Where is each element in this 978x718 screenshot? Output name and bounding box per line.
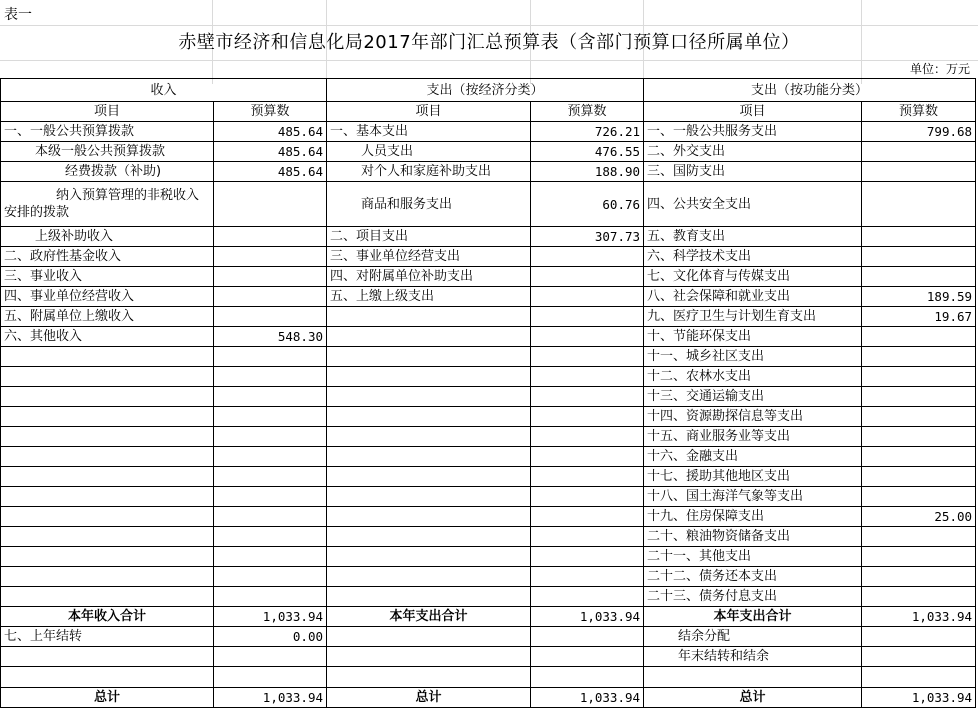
table-row <box>1 487 976 507</box>
table-row <box>1 447 976 467</box>
func-value <box>862 467 976 487</box>
gridline <box>0 60 978 61</box>
econ-grand-value: 1,033.94 <box>531 688 644 708</box>
func-item: 十四、资源勘探信息等支出 <box>644 407 862 427</box>
table-row <box>1 567 976 587</box>
func-grand-value: 1,033.94 <box>862 688 976 708</box>
func-total-value: 1,033.94 <box>862 607 976 627</box>
func-value: 25.00 <box>862 507 976 527</box>
func-value <box>862 227 976 247</box>
col-item: 项目 <box>327 102 531 122</box>
table-row <box>1 627 976 647</box>
func-item: 十九、住房保障支出 <box>644 507 862 527</box>
func-value <box>862 527 976 547</box>
func-value <box>862 447 976 467</box>
func-grand-label: 总计 <box>644 688 862 708</box>
table-row <box>1 367 976 387</box>
income-item-text: 纳入预算管理的非税收入安排的拨款 <box>4 188 200 220</box>
func-item: 六、科学技术支出 <box>644 247 862 267</box>
income-item: 上级补助收入 <box>1 227 214 247</box>
func-value <box>862 162 976 182</box>
table-row <box>1 467 976 487</box>
totals-row <box>1 607 976 627</box>
func-value <box>862 367 976 387</box>
table-row <box>1 547 976 567</box>
func-item: 二、外交支出 <box>644 142 862 162</box>
column-header-row <box>1 102 976 122</box>
func-item: 二十、粮油物资储备支出 <box>644 527 862 547</box>
income-item: 五、附属单位上缴收入 <box>1 307 214 327</box>
econ-item: 二、项目支出 <box>327 227 531 247</box>
econ-value <box>531 287 644 307</box>
func-item: 十三、交通运输支出 <box>644 387 862 407</box>
income-value: 485.64 <box>214 122 327 142</box>
table-row <box>1 387 976 407</box>
sheet-label: 表一 <box>4 7 32 23</box>
func-item: 十、节能环保支出 <box>644 327 862 347</box>
income-item <box>1 182 214 227</box>
econ-value: 726.21 <box>531 122 644 142</box>
econ-item: 商品和服务支出 <box>327 182 531 227</box>
econ-grand-label: 总计 <box>327 688 531 708</box>
income-grand-label: 总计 <box>1 688 214 708</box>
econ-item: 对个人和家庭补助支出 <box>327 162 531 182</box>
carry-value: 0.00 <box>214 627 327 647</box>
gridline <box>0 25 978 26</box>
func-value <box>862 427 976 447</box>
table-row <box>1 647 976 667</box>
econ-item: 三、事业单位经营支出 <box>327 247 531 267</box>
income-item: 三、事业收入 <box>1 267 214 287</box>
col-amount: 预算数 <box>214 102 327 122</box>
func-item: 一、一般公共服务支出 <box>644 122 862 142</box>
func-value <box>862 182 976 227</box>
econ-item <box>327 327 531 347</box>
unit-label: 单位：万元 <box>909 62 970 76</box>
table-row <box>1 587 976 607</box>
income-item: 经费拨款（补助) <box>1 162 214 182</box>
income-value <box>214 182 327 227</box>
table-row <box>1 162 976 182</box>
func-item: 年末结转和结余 <box>644 647 862 667</box>
func-item: 十七、援助其他地区支出 <box>644 467 862 487</box>
func-item: 十五、商业服务业等支出 <box>644 427 862 447</box>
func-item: 四、公共安全支出 <box>644 182 862 227</box>
func-value: 19.67 <box>862 307 976 327</box>
table-row <box>1 347 976 367</box>
func-value: 799.68 <box>862 122 976 142</box>
table-row <box>1 327 976 347</box>
econ-value <box>531 307 644 327</box>
func-value <box>862 407 976 427</box>
income-item: 一、一般公共预算拨款 <box>1 122 214 142</box>
econ-item: 五、上缴上级支出 <box>327 287 531 307</box>
econ-total-value: 1,033.94 <box>531 607 644 627</box>
func-item: 十一、城乡社区支出 <box>644 347 862 367</box>
income-item: 六、其他收入 <box>1 327 214 347</box>
table-row <box>1 227 976 247</box>
income-value <box>214 307 327 327</box>
income-item: 本级一般公共预算拨款 <box>1 142 214 162</box>
income-total-value: 1,033.94 <box>214 607 327 627</box>
income-value <box>214 227 327 247</box>
func-item: 十八、国土海洋气象等支出 <box>644 487 862 507</box>
econ-value <box>531 247 644 267</box>
func-item: 七、文化体育与传媒支出 <box>644 267 862 287</box>
econ-item <box>327 307 531 327</box>
func-item: 二十一、其他支出 <box>644 547 862 567</box>
table-row <box>1 267 976 287</box>
func-value: 189.59 <box>862 287 976 307</box>
table-row <box>1 667 976 688</box>
func-item: 结余分配 <box>644 627 862 647</box>
econ-value: 476.55 <box>531 142 644 162</box>
income-item: 四、事业单位经营收入 <box>1 287 214 307</box>
func-value <box>862 387 976 407</box>
func-total-label: 本年支出合计 <box>644 607 862 627</box>
budget-table <box>0 78 976 708</box>
func-value <box>862 587 976 607</box>
func-value <box>862 267 976 287</box>
income-value: 485.64 <box>214 162 327 182</box>
econ-item: 人员支出 <box>327 142 531 162</box>
income-value <box>214 287 327 307</box>
section-income: 收入 <box>1 79 327 102</box>
func-value <box>862 487 976 507</box>
section-econ: 支出（按经济分类） <box>327 79 644 102</box>
income-value: 548.30 <box>214 327 327 347</box>
func-value <box>862 567 976 587</box>
section-func: 支出（按功能分类） <box>644 79 976 102</box>
func-item: 三、国防支出 <box>644 162 862 182</box>
econ-total-label: 本年支出合计 <box>327 607 531 627</box>
table-row <box>1 182 976 227</box>
econ-item: 一、基本支出 <box>327 122 531 142</box>
carry-label: 七、上年结转 <box>1 627 214 647</box>
income-item: 二、政府性基金收入 <box>1 247 214 267</box>
col-amount: 预算数 <box>862 102 976 122</box>
func-value <box>862 547 976 567</box>
income-grand-value: 1,033.94 <box>214 688 327 708</box>
func-item: 十二、农林水支出 <box>644 367 862 387</box>
table-row <box>1 247 976 267</box>
econ-value: 188.90 <box>531 162 644 182</box>
econ-value: 60.76 <box>531 182 644 227</box>
section-header-row <box>1 79 976 102</box>
income-total-label: 本年收入合计 <box>1 607 214 627</box>
econ-value <box>531 327 644 347</box>
table-row <box>1 507 976 527</box>
col-item: 项目 <box>1 102 214 122</box>
income-value <box>214 247 327 267</box>
func-item: 十六、金融支出 <box>644 447 862 467</box>
econ-value: 307.73 <box>531 227 644 247</box>
func-item: 九、医疗卫生与计划生育支出 <box>644 307 862 327</box>
table-row <box>1 142 976 162</box>
econ-value <box>531 267 644 287</box>
grand-total-row <box>1 688 976 708</box>
func-item: 八、社会保障和就业支出 <box>644 287 862 307</box>
page-title: 赤壁市经济和信息化局2017年部门汇总预算表（含部门预算口径所属单位） <box>178 32 800 53</box>
econ-item: 四、对附属单位补助支出 <box>327 267 531 287</box>
table-row <box>1 307 976 327</box>
func-value <box>862 327 976 347</box>
col-item: 项目 <box>644 102 862 122</box>
func-item: 二十三、债务付息支出 <box>644 587 862 607</box>
func-item: 二十二、债务还本支出 <box>644 567 862 587</box>
table-row <box>1 122 976 142</box>
table-row <box>1 407 976 427</box>
table-row <box>1 427 976 447</box>
col-amount: 预算数 <box>531 102 644 122</box>
func-value <box>862 347 976 367</box>
table-row <box>1 287 976 307</box>
table-row <box>1 527 976 547</box>
func-value <box>862 142 976 162</box>
func-value <box>862 247 976 267</box>
func-item: 五、教育支出 <box>644 227 862 247</box>
income-value: 485.64 <box>214 142 327 162</box>
income-value <box>214 267 327 287</box>
